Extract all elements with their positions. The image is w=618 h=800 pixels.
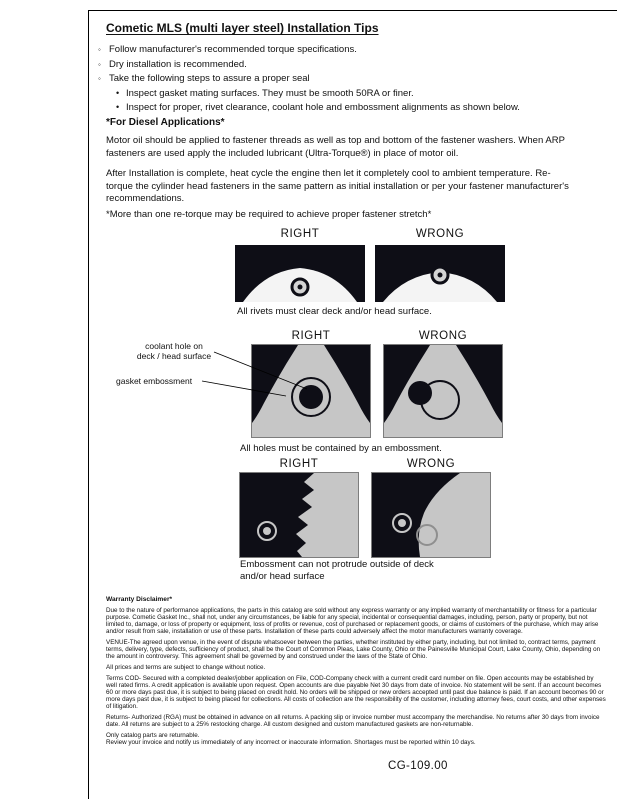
disclaimer-paragraph: Only catalog parts are returnable. <box>106 732 200 739</box>
list-item <box>98 59 578 70</box>
open-bullet-icon: ◦ <box>98 59 101 69</box>
list-item <box>98 102 578 113</box>
coolant-hole-callout: coolant hole on deck / head surface <box>136 341 212 361</box>
tips-list <box>98 44 578 117</box>
holes-caption: All holes must be contained by an embossment. <box>240 443 442 454</box>
disclaimer-paragraph: Review your invoice and notify us immediately of any incorrect or inaccurate information. Shortages must be reported within 10 days. <box>106 739 476 746</box>
tip-text: Inspect for proper, rivet clearance, coolant hole and embossment alignments as shown below. <box>126 102 520 113</box>
wrong-label: WRONG <box>415 228 465 240</box>
coolant-hole-right-diagram <box>252 345 370 437</box>
disclaimer-paragraph: VENUE-The agreed upon venue, in the event of dispute whatsoever between the parties, whether instituted by either party, including, but not limited to, contract terms, payment terms, delivery, type, defects, sufficiency of product, shall be the Court of Common Pleas, Lake County, Ohio or the Painesville Municipal Court, Lake County, Ohio, depending on the amount in controversy. This agreement shall be governed by and construed under the laws of the State of Ohio. <box>106 639 601 660</box>
diesel-paragraph-2: After Installation is complete, heat cycle the engine then let it completely cool to ambient temperature. Re-torque the cylinder head fasteners in the same pattern as initial installation or per your fastener manufacturer's recommendations. <box>106 168 569 205</box>
hole-icon <box>263 527 271 535</box>
wrong-label: WRONG <box>418 330 468 342</box>
right-label: RIGHT <box>291 330 331 342</box>
warranty-disclaimer <box>106 596 606 750</box>
wrong-label: WRONG <box>406 458 456 470</box>
solid-bullet-icon: • <box>116 87 120 98</box>
solid-bullet-icon: • <box>116 102 120 112</box>
open-bullet-icon: ◦ <box>98 45 101 54</box>
right-label: RIGHT <box>280 228 320 240</box>
diesel-paragraph-1: Motor oil should be applied to fastener threads as well as top and bottom of the fastener washers. When ARP fasteners are used apply the included lubricant (Ultra-Torque®) in place of motor oil. <box>106 135 565 159</box>
tip-text: Follow manufacturer's recommended torque specifications. <box>109 44 357 55</box>
list-item <box>98 88 578 99</box>
embossment-right-diagram <box>240 473 358 557</box>
rivet-caption: All rivets must clear deck and/or head surface. <box>237 306 432 317</box>
tip-text: Dry installation is recommended. <box>109 58 247 70</box>
coolant-hole-icon <box>299 385 323 409</box>
disclaimer-paragraph: Due to the nature of performance applications, the parts in this catalog are sold without any express warranty or any implied warranty of merchantability or fitness for a particular purpose. Cometic Gasket Inc., shall not, under any circumstances, be liable for any special, incidental or consequential damages, including, person, party or property, but not limited to, damage, or loss of property or equipment, loss of profits or revenue, cost of purchased or replacement goods, or claims of customers of the purchase, which may arise and/or result from sale, installation or use of these parts. Installation of these parts could adversely affect the motor manufacturers warranty coverage. <box>106 607 599 635</box>
embossment-caption: Embossment can not protrude outside of deck and/or head surface <box>240 559 434 582</box>
disclaimer-paragraph: All prices and terms are subject to change without notice. <box>106 664 266 671</box>
right-label: RIGHT <box>279 458 319 470</box>
tip-text: Inspect gasket mating surfaces. They must be smooth 50RA or finer. <box>126 87 414 99</box>
embossment-wrong-diagram <box>372 473 490 557</box>
disclaimer-heading: Warranty Disclaimer* <box>106 596 173 603</box>
open-bullet-icon: ◦ <box>98 74 101 83</box>
rivet-wrong-diagram <box>375 245 505 302</box>
hole-icon <box>398 519 406 527</box>
rivet-right-diagram <box>235 245 365 302</box>
disclaimer-paragraph: Terms COD- Secured with a completed dealer/jobber application on File, COD-Company check with a current credit card number on file. Open accounts may be established by well rated firms. A credit application is available upon request. Open accounts are due payable Net 30 days from date of invoice. No statement will be sent. If an account becomes 60 or more days past due, it is subject to being placed on credit hold. No orders will be shipped or new orders accepted until past due balance is paid. If an account becomes 90 or more days past due, it is subject to being placed for collections. All costs of collection are the responsibility of the customer, including attorney fees, court costs, and other expenses of litigation. <box>106 675 606 710</box>
page-code: CG-109.00 <box>388 760 448 772</box>
page-title: Cometic MLS (multi layer steel) Installation Tips <box>106 21 379 35</box>
gasket-embossment-callout: gasket embossment <box>116 376 193 386</box>
list-item <box>98 44 578 55</box>
coolant-hole-wrong-diagram <box>384 345 502 437</box>
retorque-note: *More than one re-torque may be required to achieve proper fastener stretch* <box>106 209 432 220</box>
disclaimer-paragraph: Returns- Authorized (RGA) must be obtained in advance on all returns. A packing slip or invoice number must accompany the merchandise. No returns after 30 days from invoice date. All returns are subject to a 25% restocking charge. All custom designed and custom manufactured gaskets are non-returnable. <box>106 714 600 728</box>
list-item <box>98 73 578 84</box>
diesel-applications-heading: *For Diesel Applications* <box>106 117 225 128</box>
tip-text: Take the following steps to assure a proper seal <box>109 73 310 84</box>
